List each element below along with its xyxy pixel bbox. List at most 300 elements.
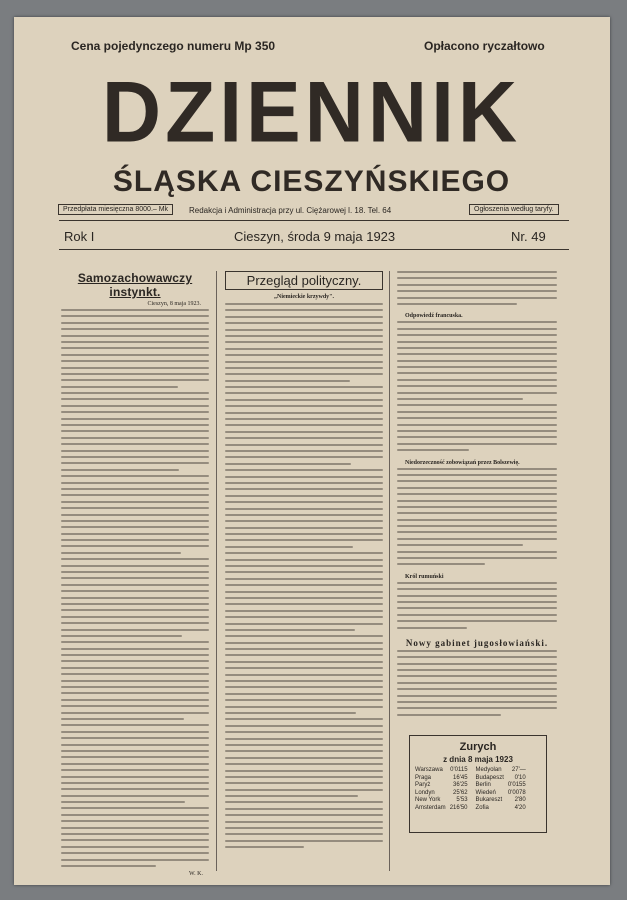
text-line <box>225 744 383 746</box>
text-line <box>397 506 557 508</box>
text-line <box>397 404 557 406</box>
exchange-city: Medyolan <box>475 767 502 773</box>
text-line <box>397 620 557 622</box>
text-line <box>61 686 209 688</box>
text-line <box>397 379 557 381</box>
text-line <box>225 354 383 356</box>
text-line <box>225 329 383 331</box>
text-line <box>61 629 209 631</box>
exchange-city: Paryż <box>415 782 431 788</box>
text-line <box>61 577 209 579</box>
text-line <box>61 820 209 822</box>
text-line <box>225 801 383 803</box>
text-line <box>225 456 383 458</box>
text-line <box>225 591 383 593</box>
masthead-subtitle: ŚLĄSKA CIESZYŃSKIEGO <box>112 165 511 198</box>
issue-number: Nr. 49 <box>511 229 546 244</box>
text-line <box>61 309 209 311</box>
text-line <box>225 520 383 522</box>
text-line <box>225 514 383 516</box>
column-divider-2 <box>389 271 390 871</box>
text-line <box>61 462 209 464</box>
text-line <box>397 607 557 609</box>
text-line <box>225 501 383 503</box>
text-line <box>397 424 557 426</box>
text-line <box>397 544 523 546</box>
text-line <box>61 795 209 797</box>
text-line <box>397 695 557 697</box>
text-line <box>225 399 383 401</box>
masthead-title: DZIENNIK <box>101 64 522 161</box>
text-line <box>225 610 383 612</box>
text-line <box>225 488 383 490</box>
text-line <box>61 315 209 317</box>
text-line <box>61 494 209 496</box>
text-line <box>397 714 501 716</box>
exchange-rate: 0'0155 <box>507 782 526 788</box>
text-line <box>397 512 557 514</box>
text-line <box>225 789 383 791</box>
exchange-rate: 2'80 <box>514 797 526 803</box>
text-line <box>61 379 209 381</box>
text-line <box>61 482 209 484</box>
text-line <box>397 675 557 677</box>
text-line <box>61 712 209 714</box>
text-line <box>61 788 209 790</box>
divider-top <box>59 220 569 221</box>
article-right-body2 <box>397 468 557 570</box>
text-line <box>61 737 209 739</box>
text-line <box>225 833 383 835</box>
text-line <box>61 507 209 509</box>
text-line <box>225 469 383 471</box>
text-line <box>225 444 383 446</box>
exchange-city: New York <box>415 797 441 803</box>
text-line <box>61 501 209 503</box>
text-line <box>397 663 557 665</box>
text-line <box>225 808 383 810</box>
text-line <box>397 443 557 445</box>
editorial-address: Redakcja i Administracja przy ul. Ciężarowej l. 18. Tel. 64 <box>189 206 392 215</box>
text-line <box>225 693 383 695</box>
text-line <box>397 372 557 374</box>
text-line <box>61 660 209 662</box>
exchange-city: Warszawa <box>415 767 443 773</box>
exchange-row <box>413 790 532 798</box>
text-line <box>225 405 383 407</box>
text-line <box>397 500 557 502</box>
text-line <box>225 463 351 465</box>
text-line <box>61 635 182 637</box>
text-line <box>397 682 557 684</box>
text-line <box>61 437 209 439</box>
text-line <box>61 565 209 567</box>
article-right-body1 <box>397 321 557 455</box>
exchange-rate: 216'50 <box>449 804 468 811</box>
text-line <box>225 476 383 478</box>
article-left-title: Samozachowawczy instynkt. <box>77 271 193 299</box>
text-line <box>225 341 383 343</box>
text-line <box>61 367 209 369</box>
text-line <box>61 488 209 490</box>
text-line <box>61 648 209 650</box>
text-line <box>225 642 383 644</box>
text-line <box>225 335 383 337</box>
text-line <box>397 417 557 419</box>
text-line <box>397 341 557 343</box>
text-line <box>225 827 383 829</box>
exchange-city: Bukareszt <box>475 797 503 803</box>
text-line <box>225 623 383 625</box>
text-line <box>61 724 209 726</box>
text-line <box>61 654 209 656</box>
text-line <box>61 526 209 528</box>
ads-box: Ogłoszenia według taryfy. <box>469 204 559 215</box>
text-line <box>397 531 557 533</box>
text-line <box>397 519 557 521</box>
text-line <box>225 418 383 420</box>
text-line <box>61 814 209 816</box>
text-line <box>225 629 355 631</box>
article-right-sec3: Król rumuński <box>405 573 444 580</box>
text-line <box>225 316 383 318</box>
text-line <box>61 846 209 848</box>
text-line <box>397 563 485 565</box>
text-line <box>397 297 557 299</box>
text-line <box>397 480 557 482</box>
exchange-rate: 4'20 <box>514 804 526 811</box>
exchange-rates-box <box>409 735 547 833</box>
text-line <box>397 436 557 438</box>
price-label: Cena pojedynczego numeru Mp 350 <box>71 39 276 53</box>
text-line <box>61 341 209 343</box>
text-line <box>61 398 209 400</box>
divider-dateline <box>59 249 569 250</box>
text-line <box>225 495 383 497</box>
text-line <box>225 348 383 350</box>
exchange-rate: 36'25 <box>453 782 468 788</box>
text-line <box>225 840 383 842</box>
text-line <box>397 360 557 362</box>
text-line <box>61 584 209 586</box>
text-line <box>225 699 383 701</box>
text-line <box>61 782 209 784</box>
text-line <box>61 475 209 477</box>
text-line <box>397 321 557 323</box>
text-line <box>225 674 383 676</box>
text-line <box>61 392 209 394</box>
text-line <box>397 614 557 616</box>
text-line <box>225 712 356 714</box>
text-line <box>397 557 557 559</box>
text-line <box>225 392 383 394</box>
text-line <box>61 852 209 854</box>
text-line <box>61 801 185 803</box>
text-line <box>225 725 383 727</box>
postage-label: Opłacono ryczałtowo <box>424 39 545 53</box>
text-line <box>61 552 181 554</box>
subscription-box: Przedpłata miesięczna 8000.– Mk <box>58 204 173 215</box>
exchange-row <box>413 775 532 783</box>
text-line <box>61 539 209 541</box>
text-line <box>225 559 383 561</box>
text-line <box>397 366 557 368</box>
text-line <box>225 597 383 599</box>
exchange-city: Wiedeń <box>475 789 496 796</box>
text-line <box>397 493 557 495</box>
text-line <box>61 469 179 471</box>
exchange-rate: 0'10 <box>514 774 526 781</box>
text-line <box>61 756 209 758</box>
text-line <box>397 411 557 413</box>
text-line <box>225 482 383 484</box>
newspaper-page <box>14 17 610 885</box>
text-line <box>61 322 209 324</box>
text-line <box>225 718 383 720</box>
text-line <box>225 770 383 772</box>
exchange-row <box>413 797 532 805</box>
volume-label: Rok I <box>64 229 95 244</box>
text-line <box>61 718 184 720</box>
text-line <box>225 450 383 452</box>
exchange-city: Zofia <box>475 804 489 811</box>
text-line <box>61 386 178 388</box>
text-line <box>397 474 557 476</box>
text-line <box>61 744 209 746</box>
text-line <box>61 430 209 432</box>
text-line <box>397 669 557 671</box>
text-line <box>61 373 209 375</box>
text-line <box>61 699 209 701</box>
text-line <box>397 284 557 286</box>
text-line <box>225 584 383 586</box>
exchange-city: Budapeszt <box>475 774 504 781</box>
article-middle-subtitle: „Niemieckie krzywdy". <box>274 294 334 300</box>
text-line <box>61 769 209 771</box>
text-line <box>61 692 209 694</box>
text-line <box>225 814 383 816</box>
text-line <box>61 731 209 733</box>
text-line <box>397 701 557 703</box>
text-line <box>61 865 156 867</box>
column-divider-1 <box>216 271 217 871</box>
text-line <box>61 827 209 829</box>
article-middle <box>225 271 383 853</box>
article-right-body4 <box>397 650 557 720</box>
text-line <box>397 385 557 387</box>
text-line <box>61 545 209 547</box>
text-line <box>61 450 209 452</box>
text-line <box>61 533 209 535</box>
article-right-intro <box>397 271 557 309</box>
text-line <box>61 520 209 522</box>
text-line <box>225 303 383 305</box>
text-line <box>61 590 209 592</box>
text-line <box>397 334 557 336</box>
text-line <box>61 335 209 337</box>
text-line <box>397 398 523 400</box>
text-line <box>61 558 209 560</box>
article-right-sec1: Odpowiedź francuska. <box>405 313 463 320</box>
text-line <box>397 627 467 629</box>
text-line <box>225 738 383 740</box>
text-line <box>225 603 383 605</box>
text-line <box>61 424 209 426</box>
text-line <box>61 705 209 707</box>
text-line <box>225 731 383 733</box>
text-line <box>397 449 469 451</box>
text-line <box>397 430 557 432</box>
text-line <box>61 405 209 407</box>
text-line <box>61 807 209 809</box>
text-line <box>61 750 209 752</box>
text-line <box>225 527 383 529</box>
article-right <box>397 271 557 720</box>
text-line <box>397 392 557 394</box>
exchange-rate: 0'0078 <box>507 789 526 796</box>
exchange-table <box>413 767 532 812</box>
text-line <box>61 603 209 605</box>
text-line <box>397 582 557 584</box>
text-line <box>397 707 557 709</box>
text-line <box>61 597 209 599</box>
exchange-city: Amsterdam <box>415 804 446 811</box>
text-line <box>397 277 557 279</box>
text-line <box>61 622 209 624</box>
text-line <box>61 609 209 611</box>
text-line <box>225 431 383 433</box>
text-line <box>225 546 353 548</box>
text-line <box>225 386 383 388</box>
text-line <box>61 616 209 618</box>
text-line <box>61 680 209 682</box>
text-line <box>61 776 209 778</box>
text-line <box>225 309 383 311</box>
exchange-city: Berlin <box>475 782 491 788</box>
text-line <box>225 616 383 618</box>
exchange-date: z dnia 8 maja 1923 <box>443 755 513 764</box>
text-line <box>225 648 383 650</box>
text-line <box>397 538 557 540</box>
text-line <box>61 839 209 841</box>
text-line <box>225 539 383 541</box>
text-line <box>397 595 557 597</box>
article-left-signature: W. K. <box>189 871 203 878</box>
text-line <box>225 667 383 669</box>
text-line <box>397 271 557 273</box>
text-line <box>61 443 209 445</box>
text-line <box>397 468 557 470</box>
text-line <box>397 650 557 652</box>
text-line <box>397 290 557 292</box>
text-line <box>61 354 209 356</box>
text-line <box>225 782 383 784</box>
exchange-row <box>413 782 532 790</box>
text-line <box>225 680 383 682</box>
issue-date: Cieszyn, środa 9 maja 1923 <box>234 229 396 244</box>
article-left-place: Cieszyn, 8 maja 1923. <box>147 301 201 307</box>
text-line <box>61 641 209 643</box>
article-right-head: Nowy gabinet jugosłowiański. <box>405 637 549 648</box>
text-line <box>225 661 383 663</box>
exchange-city: Londyn <box>415 789 435 796</box>
text-line <box>225 437 383 439</box>
text-line <box>61 859 209 861</box>
text-line <box>397 656 557 658</box>
text-line <box>225 533 383 535</box>
text-line <box>397 601 557 603</box>
text-line <box>225 776 383 778</box>
text-line <box>397 328 557 330</box>
text-line <box>225 846 304 848</box>
exchange-row <box>413 805 532 813</box>
text-line <box>61 456 209 458</box>
text-line <box>225 763 383 765</box>
text-line <box>225 380 350 382</box>
text-line <box>225 552 383 554</box>
text-line <box>225 508 383 510</box>
text-line <box>225 565 383 567</box>
text-line <box>225 578 383 580</box>
exchange-rate: 5'53 <box>456 797 468 803</box>
text-line <box>225 571 383 573</box>
text-line <box>225 750 383 752</box>
text-line <box>61 328 209 330</box>
text-line <box>225 757 383 759</box>
article-right-body3 <box>397 582 557 633</box>
text-line <box>61 763 209 765</box>
text-line <box>397 353 557 355</box>
text-line <box>225 424 383 426</box>
text-line <box>225 686 383 688</box>
text-line <box>225 635 383 637</box>
text-line <box>225 373 383 375</box>
exchange-city: Praga <box>415 774 432 781</box>
text-line <box>225 821 383 823</box>
text-line <box>61 571 209 573</box>
text-line <box>225 412 383 414</box>
text-line <box>61 514 209 516</box>
exchange-title: Zurych <box>459 741 497 753</box>
text-line <box>397 688 557 690</box>
exchange-rate: 0'0115 <box>450 767 468 773</box>
exchange-rate: 27'— <box>511 767 526 773</box>
text-line <box>61 418 209 420</box>
text-line <box>225 654 383 656</box>
article-middle-title: Przegląd polityczny. <box>225 271 383 290</box>
text-line <box>61 833 209 835</box>
text-line <box>225 361 383 363</box>
text-line <box>225 706 383 708</box>
text-line <box>397 588 557 590</box>
text-line <box>397 347 557 349</box>
exchange-rate: 25'62 <box>453 789 468 796</box>
exchange-rate: 16'45 <box>453 774 468 781</box>
text-line <box>397 487 557 489</box>
text-line <box>61 411 209 413</box>
text-line <box>397 551 557 553</box>
text-line <box>61 347 209 349</box>
article-left-body <box>61 309 209 871</box>
text-line <box>225 322 383 324</box>
article-right-sec2: Niedorzeczność zobowiązań przez Bolszewię. <box>405 459 520 466</box>
text-line <box>397 303 517 305</box>
exchange-row <box>413 767 532 775</box>
text-line <box>225 795 358 797</box>
article-middle-body <box>225 303 383 853</box>
text-line <box>397 525 557 527</box>
article-left <box>61 271 209 877</box>
